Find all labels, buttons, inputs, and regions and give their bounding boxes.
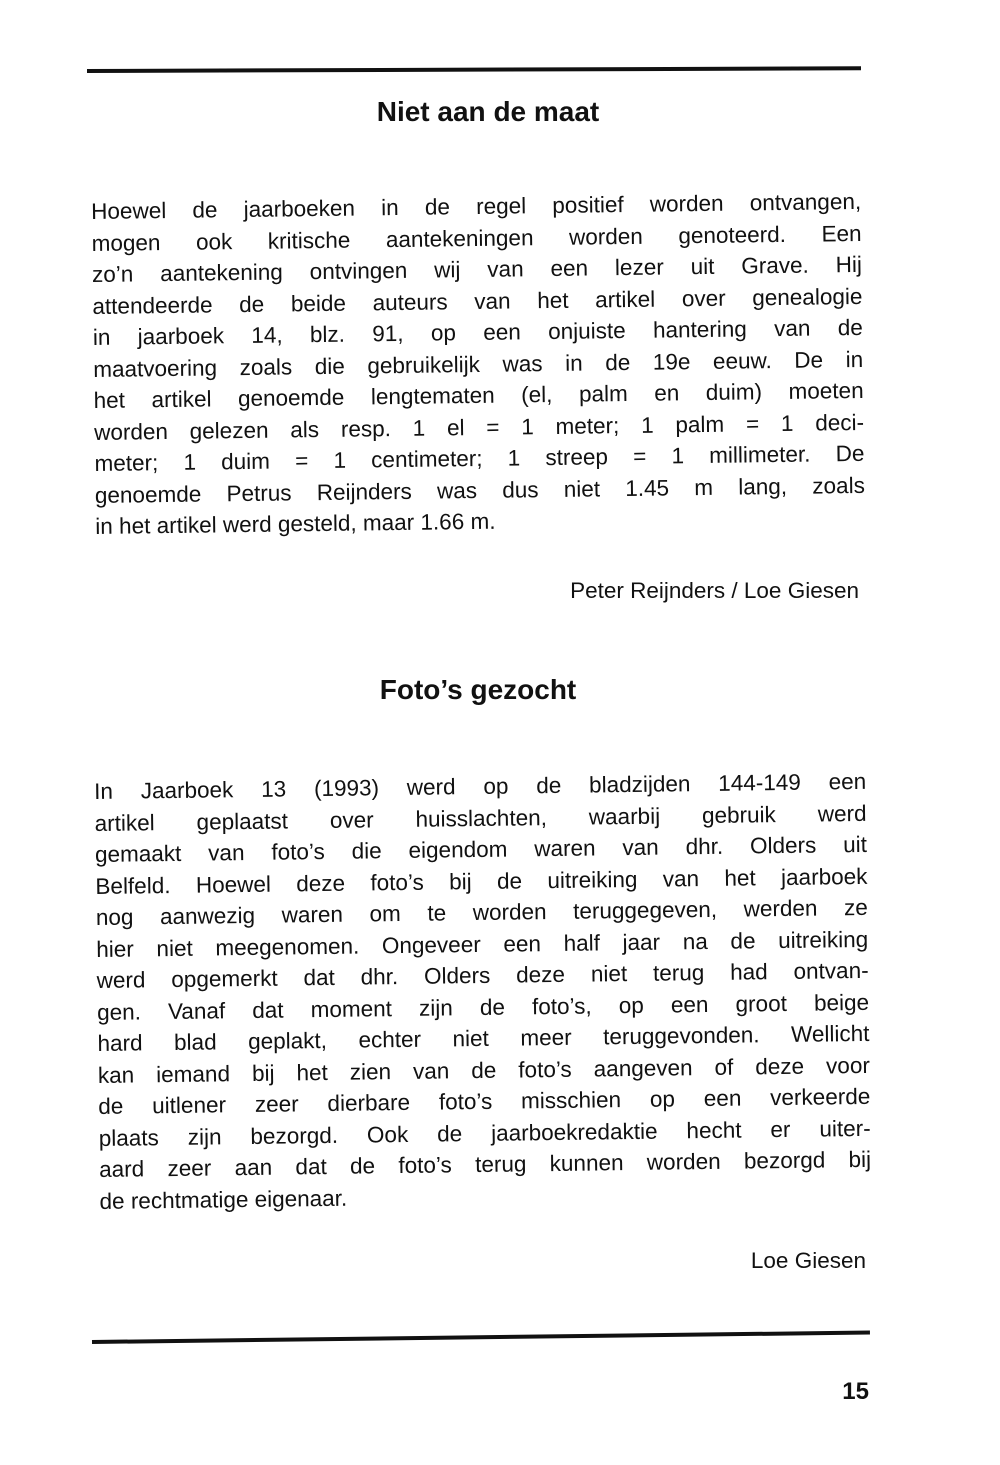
bottom-divider-rule: [92, 1330, 870, 1344]
body-line: de uitlener zeer dierbare foto’s misschien op een verkeerde: [98, 1083, 871, 1119]
body-line: hier niet meegenomen. Ongeveer een half jaar na de uitreiking: [96, 926, 869, 962]
body-line: gemaakt van foto’s die eigendom waren van dhr. Olders uit: [94, 831, 868, 867]
article-body-niet-aan-de-maat: [91, 186, 865, 543]
article-signature-author: Loe Giesen: [750, 1248, 866, 1273]
article-title-fotos-gezocht: Foto’s gezocht: [379, 674, 577, 705]
body-line: zo’n aantekening ontvingen wij van een lezer uit Grave. Hij: [91, 251, 863, 287]
body-line: in jaarboek 14, blz. 91, op een onjuiste hantering van de: [92, 314, 863, 350]
body-line: de rechtmatige eigenaar.: [99, 1185, 348, 1214]
body-line: gen. Vanaf dat moment zijn de foto’s, op een groot beige: [96, 989, 870, 1025]
body-line: kan iemand bij het zien van de foto’s aangeven of deze voor: [97, 1052, 871, 1088]
body-line: aard zeer aan dat de foto’s terug kunnen worden bezorgd bij: [98, 1146, 872, 1182]
top-divider-rule: [87, 66, 861, 73]
body-line: plaats zijn bezorgd. Ook de jaarboekredaktie hecht er uiter-: [98, 1115, 871, 1151]
body-line: hard blad geplakt, echter niet meer teruggevonden. Wellicht: [97, 1020, 870, 1056]
body-line: werd opgemerkt dat dhr. Olders deze niet terug had ontvan-: [96, 957, 869, 993]
body-line: nog aanwezig waren om te worden teruggegeven, werden ze: [95, 894, 868, 930]
body-line: artikel geplaatst over huisslachten, waarbij gebruik werd: [94, 800, 867, 836]
article-signature-authors: Peter Reijnders / Loe Giesen: [570, 578, 859, 603]
body-line: maatvoering zoals die gebruikelijk was in de 19e eeuw. De in: [93, 346, 864, 382]
body-line: meter; 1 duim = 1 centimeter; 1 streep = 1 millimeter. De: [94, 440, 865, 476]
body-line: het artikel genoemde lengtematen (el, palm en duim) moeten: [93, 377, 864, 413]
body-line: worden gelezen als resp. 1 el = 1 meter; 1 palm = 1 deci-: [93, 409, 865, 445]
body-line: attendeerde de beide auteurs van het artikel over genealogie: [92, 283, 863, 319]
body-line: mogen ook kritische aantekeningen worden genoteerd. Een: [91, 220, 862, 256]
page-number: 15: [842, 1378, 869, 1405]
body-line: Belfeld. Hoewel deze foto’s bij de uitreiking van het jaarboek: [95, 863, 868, 899]
body-line: Hoewel de jaarboeken in de regel positief worden ontvangen,: [91, 188, 862, 224]
body-line: In Jaarboek 13 (1993) werd op de bladzijden 144-149 een: [94, 768, 867, 804]
article-body-fotos-gezocht: [94, 766, 872, 1217]
body-line: genoemde Petrus Reijnders was dus niet 1.45 m lang, zoals: [94, 472, 866, 508]
body-line: in het artikel werd gesteld, maar 1.66 m.: [95, 508, 496, 539]
article-title-niet-aan-de-maat: Niet aan de maat: [376, 96, 600, 127]
